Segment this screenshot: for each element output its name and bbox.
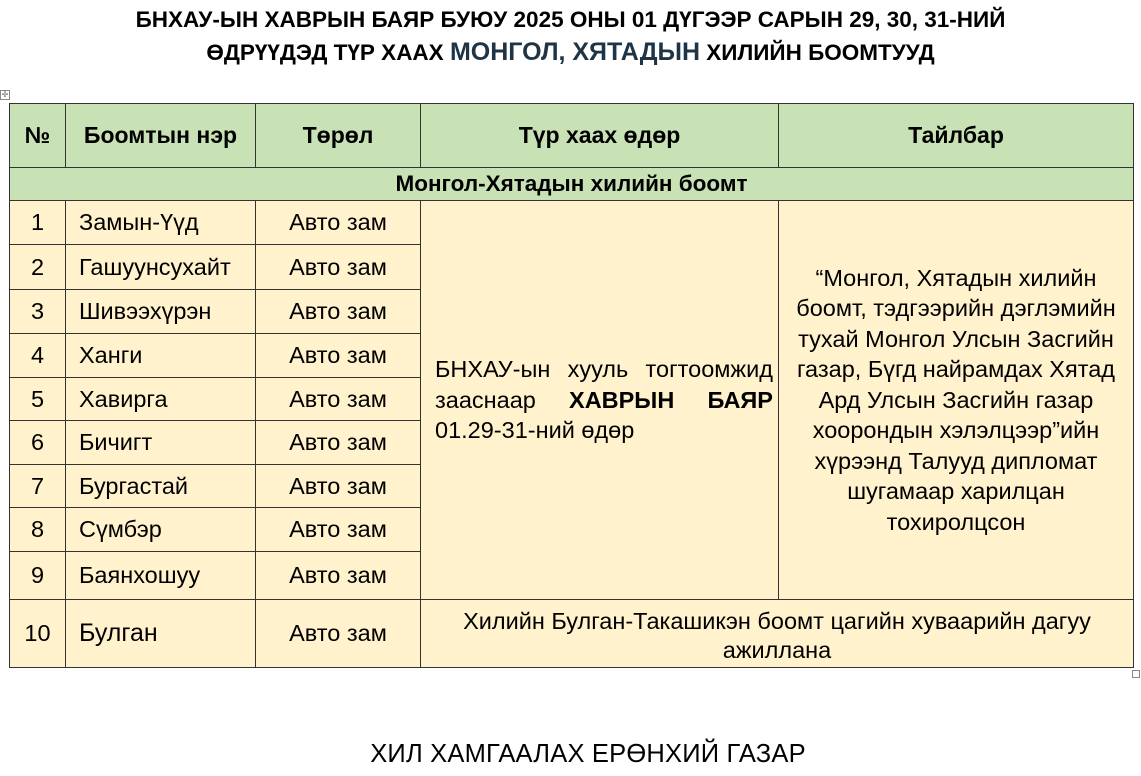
row-type: Авто зам bbox=[256, 508, 421, 552]
closure-text-before: БНХАУ-ын хууль тогтоомжид зааснаар bbox=[435, 356, 773, 413]
note-cell: “Монгол, Хятадын хилийн боомт, тэдгээрийн дэглэмийн тухай Монгол Улсын Засгийн газар, Бүгд найрамдах Хятад Ард Улсын Засгийн газар хоорондын хэлэлцээр”ийн хүрээнд Талууд дипломат шугамаар харилцан тохиролцсон bbox=[779, 201, 1134, 600]
closure-text-bold: ХАВРЫН БАЯР bbox=[569, 386, 773, 413]
row-num: 2 bbox=[10, 245, 66, 290]
closure-text-after: 01.29-31-ний өдөр bbox=[435, 417, 635, 444]
last-row-note: Хилийн Булган-Такашикэн боомт цагийн хуваарийн дагуу ажиллана bbox=[421, 600, 1134, 668]
title-highlight: МОНГОЛ, ХЯТАДЫН bbox=[449, 38, 701, 66]
document-title bbox=[0, 3, 1141, 69]
border-ports-table bbox=[9, 103, 1134, 668]
header-type: Төрөл bbox=[256, 104, 421, 168]
header-closure-days: Түр хаах өдөр bbox=[421, 104, 779, 168]
table-row bbox=[10, 600, 1134, 668]
row-name: Ханги bbox=[66, 334, 256, 378]
row-name: Баянхошуу bbox=[66, 552, 256, 600]
row-name: Бичигт bbox=[66, 421, 256, 465]
header-name: Боомтын нэр bbox=[66, 104, 256, 168]
row-num: 7 bbox=[10, 465, 66, 508]
header-note: Тайлбар bbox=[779, 104, 1134, 168]
row-type: Авто зам bbox=[256, 421, 421, 465]
title-line-2-prefix: ӨДРҮҮДЭД ТҮР ХААХ bbox=[206, 40, 450, 65]
row-type: Авто зам bbox=[256, 334, 421, 378]
row-num: 1 bbox=[10, 201, 66, 245]
title-line-2-suffix: ХИЛИЙН БООМТУУД bbox=[700, 40, 935, 65]
row-name: Замын-Үүд bbox=[66, 201, 256, 245]
closure-days-cell bbox=[421, 201, 779, 600]
row-name: Шивээхүрэн bbox=[66, 290, 256, 334]
row-name: Бургастай bbox=[66, 465, 256, 508]
row-type: Авто зам bbox=[256, 552, 421, 600]
row-type: Авто зам bbox=[256, 378, 421, 421]
row-type: Авто зам bbox=[256, 600, 421, 668]
table-resize-handle[interactable] bbox=[1132, 670, 1140, 678]
row-num: 6 bbox=[10, 421, 66, 465]
table-move-handle-icon[interactable]: ✢ bbox=[1, 90, 9, 99]
row-num: 5 bbox=[10, 378, 66, 421]
section-label: Монгол-Хятадын хилийн боомт bbox=[10, 168, 1134, 201]
row-type: Авто зам bbox=[256, 465, 421, 508]
header-num: № bbox=[10, 104, 66, 168]
row-num: 3 bbox=[10, 290, 66, 334]
footer-organization: ХИЛ ХАМГААЛАХ ЕРӨНХИЙ ГАЗАР bbox=[370, 740, 806, 768]
row-num: 10 bbox=[10, 600, 66, 668]
row-type: Авто зам bbox=[256, 245, 421, 290]
row-name: Булган bbox=[66, 600, 256, 668]
row-num: 9 bbox=[10, 552, 66, 600]
row-num: 8 bbox=[10, 508, 66, 552]
row-name: Сүмбэр bbox=[66, 508, 256, 552]
row-type: Авто зам bbox=[256, 290, 421, 334]
table-header-row bbox=[10, 104, 1134, 168]
table-row bbox=[10, 201, 1134, 245]
row-num: 4 bbox=[10, 334, 66, 378]
title-line-2 bbox=[0, 36, 1141, 69]
row-type: Авто зам bbox=[256, 201, 421, 245]
row-name: Хавирга bbox=[66, 378, 256, 421]
section-row bbox=[10, 168, 1134, 201]
row-name: Гашуунсухайт bbox=[66, 245, 256, 290]
title-line-1: БНХАУ-ЫН ХАВРЫН БАЯР БУЮУ 2025 ОНЫ 01 ДҮГЭЭР САРЫН 29, 30, 31-НИЙ bbox=[135, 7, 1006, 32]
